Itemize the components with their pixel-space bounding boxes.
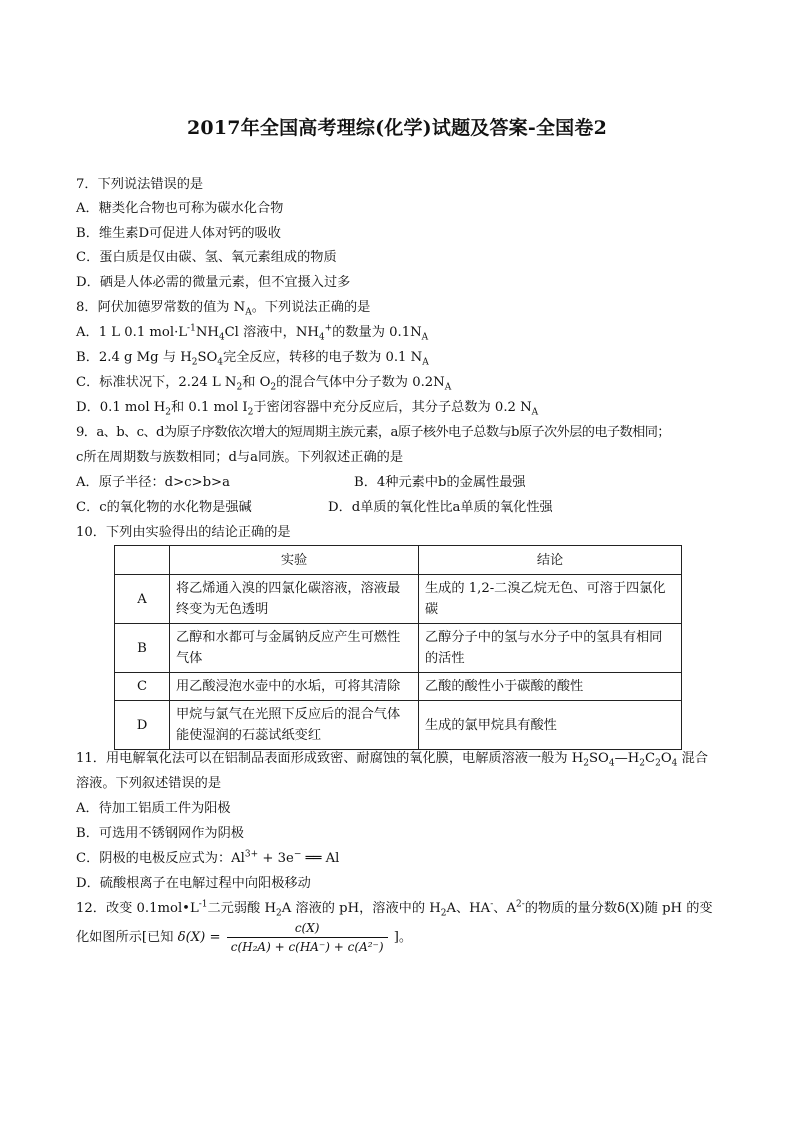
- row-label: D: [115, 701, 170, 750]
- row-experiment: 将乙烯通入溴的四氯化碳溶液，溶液最终变为无色透明: [170, 575, 419, 624]
- q8-option-a: A．1 L 0.1 $mol\cdot L^{-1}NH_4Cl$ 溶液中，$NH_4^+$的数量为 $0.1N_A$: [76, 323, 429, 343]
- table-row: [115, 575, 682, 624]
- q11-stem-line2: 溶液。下列叙述错误的是: [76, 776, 222, 791]
- q12-stem-line2: [76, 920, 412, 955]
- q12-text-post: ]。: [393, 930, 413, 945]
- q8-option-c: C．标准状况下，2.24 L $N_2$和 $O_2$的混合气体中分子数为 $0.2N_A$: [76, 375, 452, 393]
- q9-option-b: B．4种元素中b的金属性最强: [354, 475, 526, 490]
- row-conclusion: 乙酸的酸性小于碳酸的酸性: [419, 673, 682, 701]
- table-row: [115, 673, 682, 701]
- table-header-row: [115, 546, 682, 575]
- q12-text-pre: 化如图所示[已知: [76, 930, 174, 945]
- q11-option-b: B．可选用不锈钢网作为阴极: [76, 826, 244, 841]
- q9-option-c: C．c的氧化物的水化物是强碱: [76, 500, 252, 515]
- q12-stem-line1: 12．改变 $0.1mol•L^{-1}$二元弱酸 $H_2A$ 溶液的 pH，溶液中的 $H_2A$、HA-、$A^{2-}$的物质的量分数δ(X)随 pH 的变: [76, 899, 713, 919]
- row-label: B: [115, 624, 170, 673]
- q7-option-d: D．硒是人体必需的微量元素，但不宜摄入过多: [76, 275, 351, 290]
- q10-stem: 10．下列由实验得出的结论正确的是: [76, 525, 291, 540]
- q11-option-d: D．硫酸根离子在电解过程中向阳极移动: [76, 876, 311, 891]
- q9-stem-line1: 9．a、b、c、d为原子序数依次增大的短周期主族元素，a原子核外电子总数与b原子次外层的电子数相同；: [76, 425, 670, 440]
- table-header-label: [115, 546, 170, 575]
- q9-option-a: A．原子半径：d>c>b>a: [76, 475, 230, 490]
- row-conclusion: 生成的 1,2-二溴乙烷无色、可溶于四氯化碳: [419, 575, 682, 624]
- row-conclusion: 生成的氯甲烷具有酸性: [419, 701, 682, 750]
- q11-option-c: C．阴极的电极反应式为：$Al^{3+} + 3e^-$ ══ Al: [76, 849, 340, 866]
- q11-stem-line1: 11．用电解氧化法可以在铝制品表面形成致密、耐腐蚀的氧化膜，电解质溶液一般为 $H_2SO_4—H_2C_2O_4$ 混合: [76, 751, 708, 769]
- row-label: C: [115, 673, 170, 701]
- row-experiment: 甲烷与氯气在光照下反应后的混合气体能使湿润的石蕊试纸变红: [170, 701, 419, 750]
- row-label: A: [115, 575, 170, 624]
- table-header-conclusion: 结论: [419, 546, 682, 575]
- row-experiment: 乙醇和水都可与金属钠反应产生可燃性气体: [170, 624, 419, 673]
- q9-stem-line2: c所在周期数与族数相同；d与a同族。下列叙述正确的是: [76, 450, 404, 465]
- fraction-denominator: c(H₂A) + c(HA⁻) + c(A²⁻): [230, 940, 384, 954]
- fraction-numerator: c(X): [227, 920, 388, 938]
- q7-stem: 7．下列说法错误的是: [76, 177, 204, 192]
- row-experiment: 用乙酸浸泡水壶中的水垢，可将其清除: [170, 673, 419, 701]
- q8-option-d: D．0.1 mol $H_2$和 0.1 mol $I_2$于密闭容器中充分反应后，其分子总数为 0.2 $N_A$: [76, 400, 539, 418]
- page-title: 2017年全国高考理综(化学)试题及答案-全国卷2: [187, 117, 607, 139]
- q8-option-b: B．2.4 g Mg 与 $H_2SO_4$完全反应，转移的电子数为 0.1 $N_A$: [76, 350, 429, 368]
- q12-fraction: [227, 920, 388, 955]
- q7-option-a: A．糖类化合物也可称为碳水化合物: [76, 201, 284, 216]
- table-row: [115, 701, 682, 750]
- q12-delta-label: δ(X) =: [177, 930, 221, 945]
- table-header-experiment: 实验: [170, 546, 419, 575]
- q11-option-a: A．待加工铝质工件为阳极: [76, 801, 231, 816]
- table-row: [115, 624, 682, 673]
- q7-option-b: B．维生素D可促进人体对钙的吸收: [76, 226, 281, 241]
- q10-experiment-table: [114, 545, 682, 750]
- q9-option-d: D．d单质的氧化性比a单质的氧化性强: [328, 500, 553, 515]
- q8-stem: 8．阿伏加德罗常数的值为 $N_A$。下列说法正确的是: [76, 300, 371, 318]
- row-conclusion: 乙醇分子中的氢与水分子中的氢具有相同的活性: [419, 624, 682, 673]
- q7-option-c: C．蛋白质是仅由碳、氢、氧元素组成的物质: [76, 250, 337, 265]
